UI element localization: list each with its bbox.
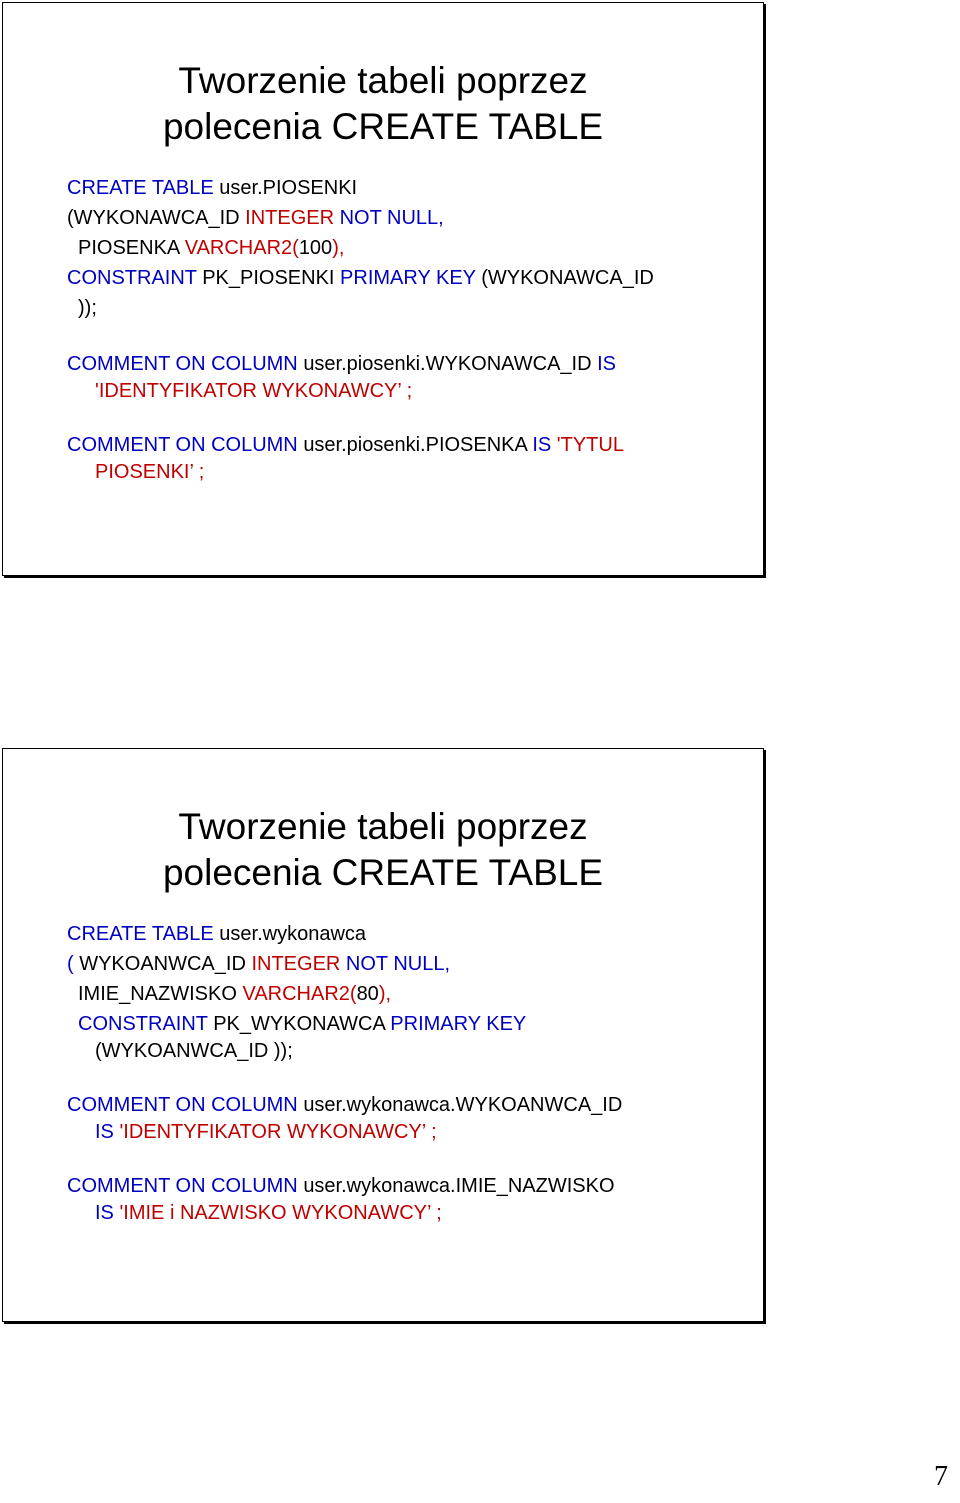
- slide-title-line-1: Tworzenie tabeli poprzez: [178, 60, 588, 101]
- sql-identifier: user.wykonawca.IMIE_NAZWISKO: [303, 1175, 615, 1197]
- slide-title-line-2: polecenia CREATE TABLE: [162, 852, 604, 893]
- sql-keyword: IS: [95, 1121, 120, 1143]
- sql-type: 'IDENTYFIKATOR WYKONAWCY’ ;: [119, 1121, 437, 1143]
- sql-identifier: user.piosenki.PIOSENKA: [303, 434, 533, 456]
- sql-identifier: user.piosenki.WYKONAWCA_ID: [303, 353, 598, 375]
- code-line: [67, 949, 747, 979]
- sql-identifier: IMIE_NAZWISKO: [78, 983, 243, 1005]
- code-line: [67, 430, 747, 460]
- code-line: [67, 379, 747, 404]
- sql-keyword: IS: [532, 434, 557, 456]
- slide-title-line-1: Tworzenie tabeli poprzez: [178, 806, 588, 847]
- sql-type: VARCHAR2(: [242, 983, 357, 1005]
- code-line: [67, 1039, 747, 1064]
- sql-type: ),: [332, 237, 345, 259]
- slide-2: [2, 748, 764, 1322]
- sql-code-block: [67, 919, 747, 1226]
- slide-title-line-2: polecenia CREATE TABLE: [162, 106, 604, 147]
- code-line: [67, 203, 747, 233]
- sql-keyword: CREATE TABLE: [67, 923, 220, 945]
- code-line: [67, 293, 747, 323]
- code-line: [67, 173, 747, 203]
- sql-keyword: CREATE TABLE: [67, 177, 220, 199]
- sql-keyword: PRIMARY KEY: [340, 267, 482, 289]
- sql-keyword: NOT NULL,: [345, 953, 451, 975]
- sql-keyword: COMMENT ON COLUMN: [67, 353, 304, 375]
- code-line: [67, 1009, 747, 1039]
- sql-identifier: PK_WYKONAWCA: [213, 1013, 391, 1035]
- sql-type: INTEGER: [251, 953, 346, 975]
- sql-keyword: COMMENT ON COLUMN: [67, 1094, 304, 1116]
- sql-identifier: PK_PIOSENKI: [202, 267, 341, 289]
- code-line: [67, 233, 747, 263]
- sql-type: 'TYTUL: [556, 434, 624, 456]
- slide-1: [2, 2, 764, 576]
- slide-title: [3, 804, 763, 896]
- sql-keyword: IS: [597, 353, 617, 375]
- sql-identifier: ));: [78, 297, 97, 319]
- sql-type: 'IMIE i NAZWISKO WYKONAWCY’ ;: [119, 1202, 442, 1224]
- sql-keyword: CONSTRAINT: [67, 267, 203, 289]
- sql-keyword: COMMENT ON COLUMN: [67, 1175, 304, 1197]
- sql-type: INTEGER: [245, 207, 340, 229]
- sql-identifier: WYKOANWCA_ID: [79, 953, 252, 975]
- sql-identifier: (WYKONAWCA_ID: [67, 207, 246, 229]
- code-line: [67, 979, 747, 1009]
- sql-code-block: [67, 173, 747, 485]
- sql-type: ),: [378, 983, 392, 1005]
- code-line: [67, 1171, 747, 1201]
- code-line: [67, 1120, 747, 1145]
- sql-keyword: CONSTRAINT: [78, 1013, 214, 1035]
- sql-keyword: COMMENT ON COLUMN: [67, 434, 304, 456]
- sql-identifier: user.wykonawca: [219, 923, 367, 945]
- sql-identifier: (WYKONAWCA_ID: [481, 267, 654, 289]
- sql-identifier: user.wykonawca.WYKOANWCA_ID: [303, 1094, 623, 1116]
- sql-keyword: PRIMARY KEY: [390, 1013, 527, 1035]
- sql-keyword: IS: [95, 1202, 120, 1224]
- sql-type: VARCHAR2(: [184, 237, 299, 259]
- sql-type: PIOSENKI’ ;: [95, 461, 205, 483]
- sql-identifier: PIOSENKA: [78, 237, 185, 259]
- sql-identifier: 80: [356, 983, 379, 1005]
- code-line: [67, 1090, 747, 1120]
- sql-identifier: user.PIOSENKI: [219, 177, 358, 199]
- sql-identifier: 100: [298, 237, 333, 259]
- sql-type: 'IDENTYFIKATOR WYKONAWCY’ ;: [95, 380, 413, 402]
- code-line: [67, 349, 747, 379]
- code-line: [67, 263, 747, 293]
- code-line: [67, 919, 747, 949]
- sql-identifier: (WYKOANWCA_ID ));: [95, 1040, 293, 1062]
- sql-keyword: NOT NULL,: [339, 207, 444, 229]
- page-number: 7: [934, 1461, 948, 1492]
- code-line: [67, 1201, 747, 1226]
- sql-keyword: (: [67, 953, 80, 975]
- slide-title: [3, 58, 763, 150]
- code-line: [67, 460, 747, 485]
